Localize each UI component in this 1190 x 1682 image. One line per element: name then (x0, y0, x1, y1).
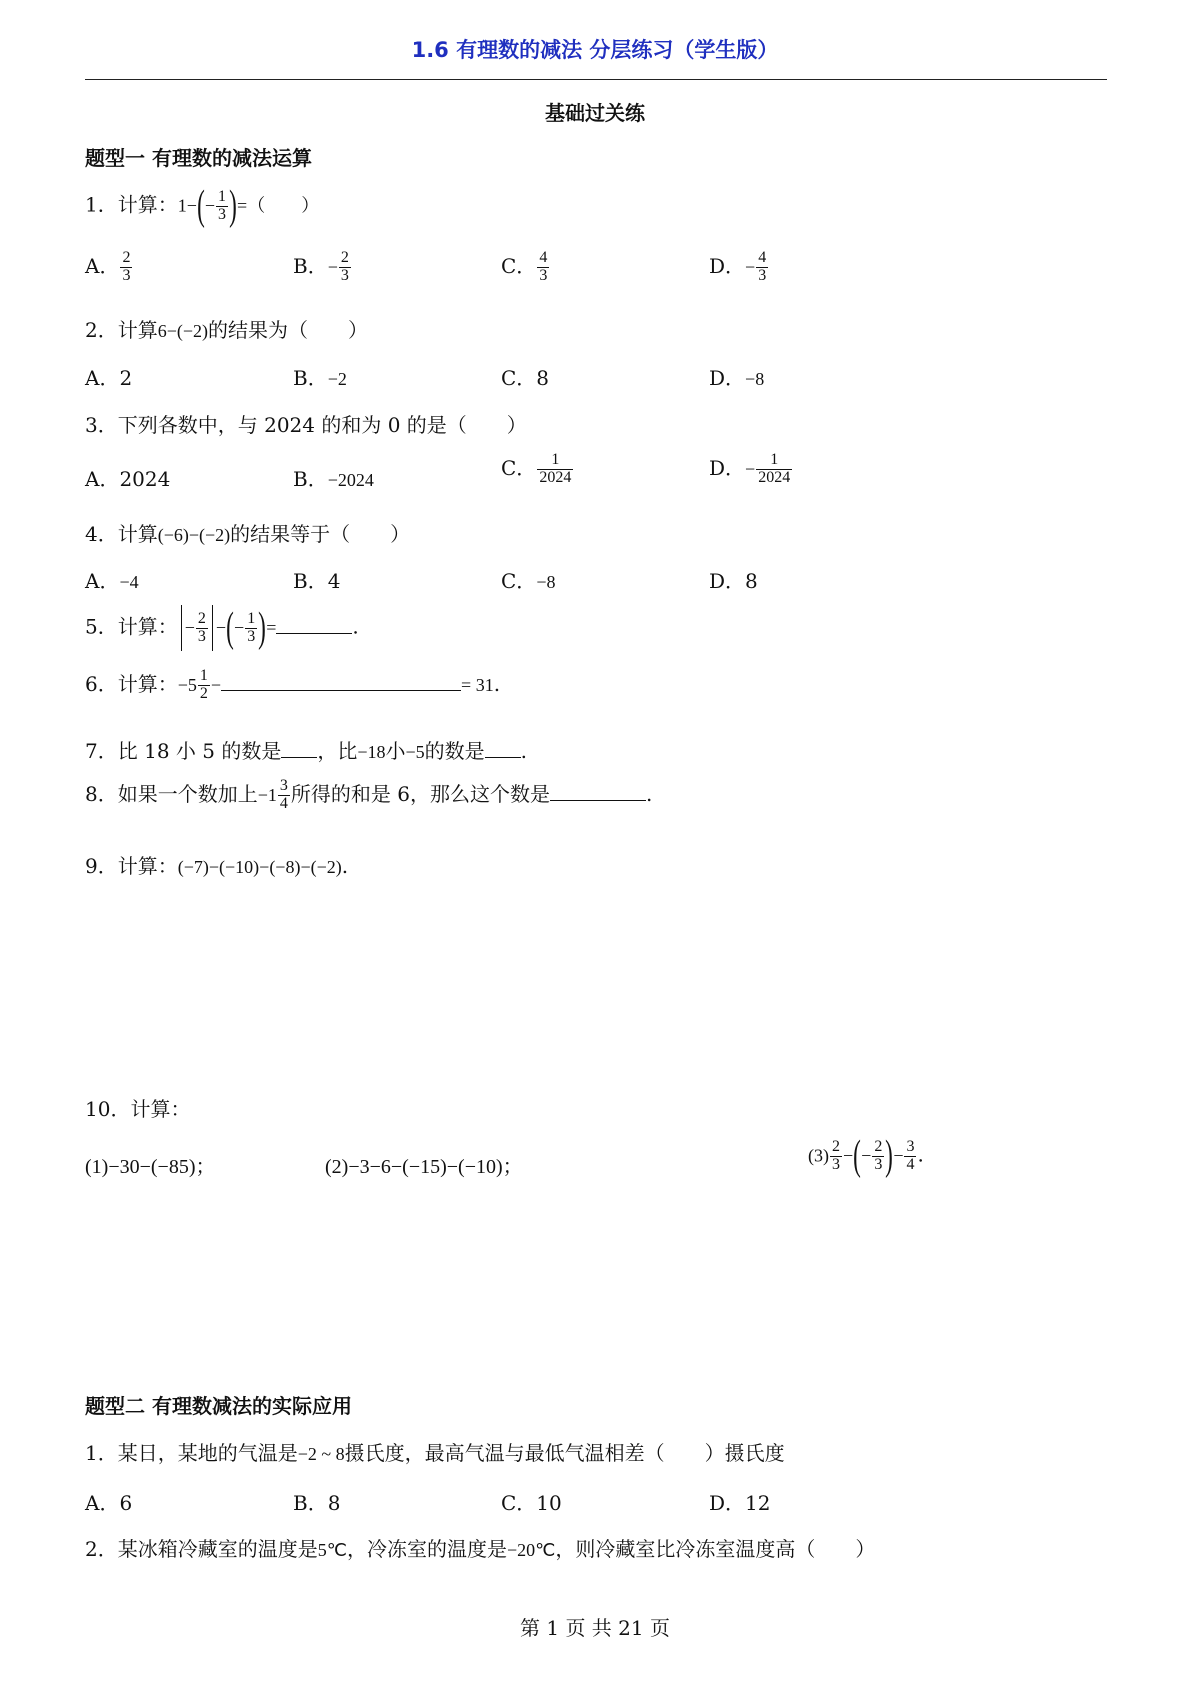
question-9: 9．计算：(−7)−(−10)−(−8)−(−2). (85, 854, 349, 878)
question-7: 7．比 18 小 5 的数是 ，比−18小−5的数是 . (85, 739, 528, 763)
option-c[interactable]: C．8 (501, 366, 550, 390)
option-a[interactable]: A． $\frac{2}{3}$ (85, 249, 131, 284)
question-10: 10．计算： (85, 1097, 191, 1121)
option-a[interactable]: A．2 (85, 366, 133, 390)
q10-part-1: (1)−30−(−85)； (85, 1156, 216, 1178)
option-d[interactable]: D．− $\frac{4}{3}$ (709, 249, 767, 284)
option-b[interactable]: B．−2024 (293, 467, 374, 491)
option-d[interactable]: D．−8 (709, 366, 765, 390)
section-title-2: 题型二 有理数减法的实际应用 (85, 1394, 352, 1418)
question-6: 6．计算：−5 $\frac{1}{2}$ − = 31. (85, 667, 501, 702)
option-d[interactable]: D．8 (709, 569, 758, 593)
question-1 (85, 185, 319, 227)
question-2-2: 2．某冰箱冷藏室的温度是5℃，冷冻室的温度是−20℃，则冷藏室比冷冻室温度高（ ） (85, 1537, 876, 1561)
option-b[interactable]: B．4 (293, 569, 341, 593)
option-c[interactable]: C．−8 (501, 569, 556, 593)
option-a[interactable]: A．2024 (85, 467, 171, 491)
q-stem: 计算： (117, 192, 178, 217)
option-d[interactable]: D．12 (709, 1491, 771, 1515)
abs-bar-right (212, 605, 213, 651)
question-2-1: 1．某日，某地的气温是−2 ~ 8摄氏度，最高气温与最低气温相差（ ）摄氏度 (85, 1441, 785, 1465)
header-divider (85, 79, 1107, 80)
question-5: 5．计算： − $\frac{2}{3}$ −(− $\frac{1}{3}$ )= . (85, 605, 359, 651)
option-a[interactable]: A．6 (85, 1491, 133, 1515)
option-c[interactable]: C．10 (501, 1491, 562, 1515)
page-footer: 第 1 页 共 21 页 (520, 1616, 670, 1640)
option-a[interactable]: A．−4 (85, 569, 139, 593)
paren-right: ) (229, 183, 237, 229)
answer-blank[interactable] (276, 615, 352, 634)
answer-blank[interactable] (485, 739, 521, 758)
minus: − (204, 195, 216, 216)
paren-left: ( (197, 183, 205, 229)
abs-bar-left (181, 605, 182, 651)
q-tail: =（ ） (237, 195, 320, 216)
q10-part-2: (2)−3−6−(−15)−(−10)； (325, 1156, 523, 1178)
section-title-1: 题型一 有理数的减法运算 (85, 146, 312, 170)
question-8: 8．如果一个数加上−1 $\frac{3}{4}$ 所得的和是 6，那么这个数是 . (85, 777, 653, 812)
question-2: 2．计算6−(−2)的结果为（ ） (85, 318, 369, 342)
q-number: 1． (85, 192, 118, 217)
option-c[interactable]: C． $\frac{1}{2024}$ (501, 451, 572, 486)
question-3: 3．下列各数中，与 2024 的和为 0 的是（ ） (85, 413, 527, 437)
option-c[interactable]: C． $\frac{4}{3}$ (501, 249, 548, 284)
section-heading: 基础过关练 (545, 101, 645, 125)
option-b[interactable]: B．8 (293, 1491, 341, 1515)
option-b[interactable]: B．− $\frac{2}{3}$ (293, 249, 349, 284)
q10-part-3: (3) $\frac{2}{3}$ −(− $\frac{2}{3}$ )− $\frac{3}{4}$ . (808, 1133, 924, 1179)
option-d[interactable]: D．− $\frac{1}{2024}$ (709, 451, 791, 486)
expr: 1− (177, 195, 197, 216)
option-b[interactable]: B．−2 (293, 366, 347, 390)
page-title: 1.6 有理数的减法 分层练习（学生版） (411, 38, 779, 62)
question-4: 4．计算(−6)−(−2)的结果等于（ ） (85, 522, 411, 546)
answer-blank[interactable] (281, 739, 317, 758)
answer-blank[interactable] (221, 672, 461, 691)
fraction: $\frac{1}{3}$ (218, 187, 227, 223)
answer-blank[interactable] (550, 782, 646, 801)
